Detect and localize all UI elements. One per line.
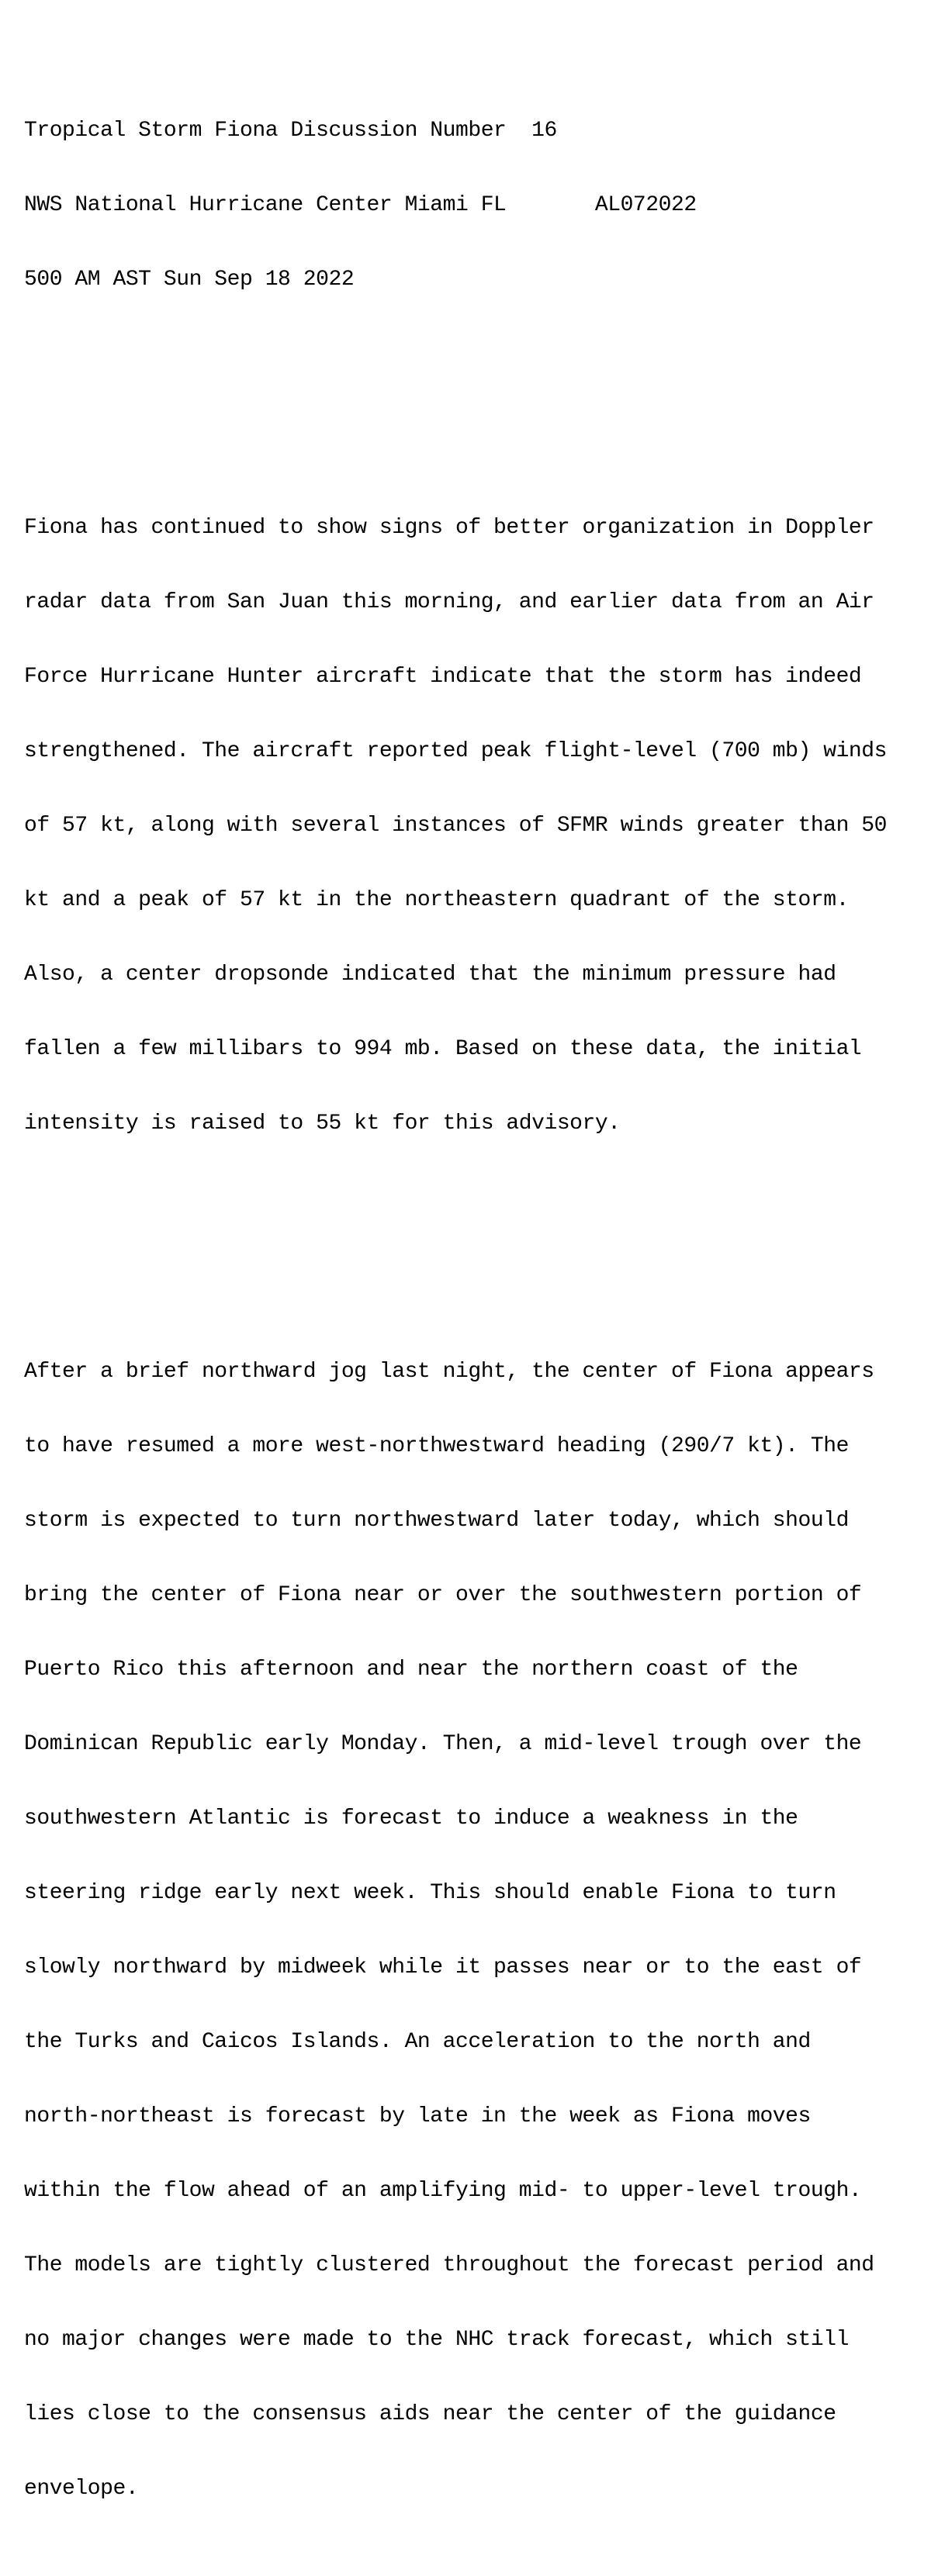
text-line: Dominican Republic early Monday. Then, a mid-level trough over the (24, 1732, 862, 1756)
blank-line (24, 1236, 924, 1260)
text-line: strengthened. The aircraft reported peak flight-level (700 mb) winds (24, 739, 887, 763)
text-line: Puerto Rico this afternoon and near the northern coast of the (24, 1658, 798, 1682)
header-office: NWS National Hurricane Center Miami FL AL072022 (24, 193, 697, 217)
discussion-document (24, 19, 924, 2576)
text-line: the Turks and Caicos Islands. An acceleration to the north and (24, 2030, 811, 2054)
text-line: north-northeast is forecast by late in the week as Fiona moves (24, 2104, 811, 2128)
paragraph-intensity (24, 466, 924, 1186)
text-line: kt and a peak of 57 kt in the northeastern quadrant of the storm. (24, 888, 849, 912)
blank-line (24, 392, 924, 417)
text-line: within the flow ahead of an amplifying mid- to upper-level trough. (24, 2179, 862, 2203)
text-line: steering ridge early next week. This should enable Fiona to turn (24, 1881, 836, 1905)
text-line: slowly northward by midweek while it passes near or to the east of (24, 1955, 862, 1980)
text-line: Also, a center dropsonde indicated that the minimum pressure had (24, 963, 836, 987)
text-line: southwestern Atlantic is forecast to induce a weakness in the (24, 1807, 798, 1831)
text-line: no major changes were made to the NHC track forecast, which still (24, 2328, 849, 2352)
header-title: Tropical Storm Fiona Discussion Number 16 (24, 119, 557, 143)
header-timestamp: 500 AM AST Sun Sep 18 2022 (24, 268, 355, 292)
text-line: After a brief northward jog last night, the center of Fiona appears (24, 1360, 874, 1384)
text-line: envelope. (24, 2477, 139, 2501)
paragraph-track (24, 1310, 924, 2551)
text-line: storm is expected to turn northwestward later today, which should (24, 1509, 849, 1533)
text-line: to have resumed a more west-northwestward heading (290/7 kt). The (24, 1434, 849, 1458)
discussion-header (24, 69, 924, 342)
text-line: intensity is raised to 55 kt for this advisory. (24, 1112, 621, 1136)
text-line: fallen a few millibars to 994 mb. Based on these data, the initial (24, 1037, 862, 1061)
text-line: The models are tightly clustered throughout the forecast period and (24, 2253, 874, 2277)
text-line: of 57 kt, along with several instances of SFMR winds greater than 50 (24, 814, 887, 838)
text-line: lies close to the consensus aids near the center of the guidance (24, 2402, 836, 2426)
text-line: Force Hurricane Hunter aircraft indicate that the storm has indeed (24, 665, 862, 689)
text-line: radar data from San Juan this morning, and earlier data from an Air (24, 590, 874, 614)
text-line: bring the center of Fiona near or over the southwestern portion of (24, 1583, 862, 1607)
text-line: Fiona has continued to show signs of better organization in Doppler (24, 516, 874, 540)
